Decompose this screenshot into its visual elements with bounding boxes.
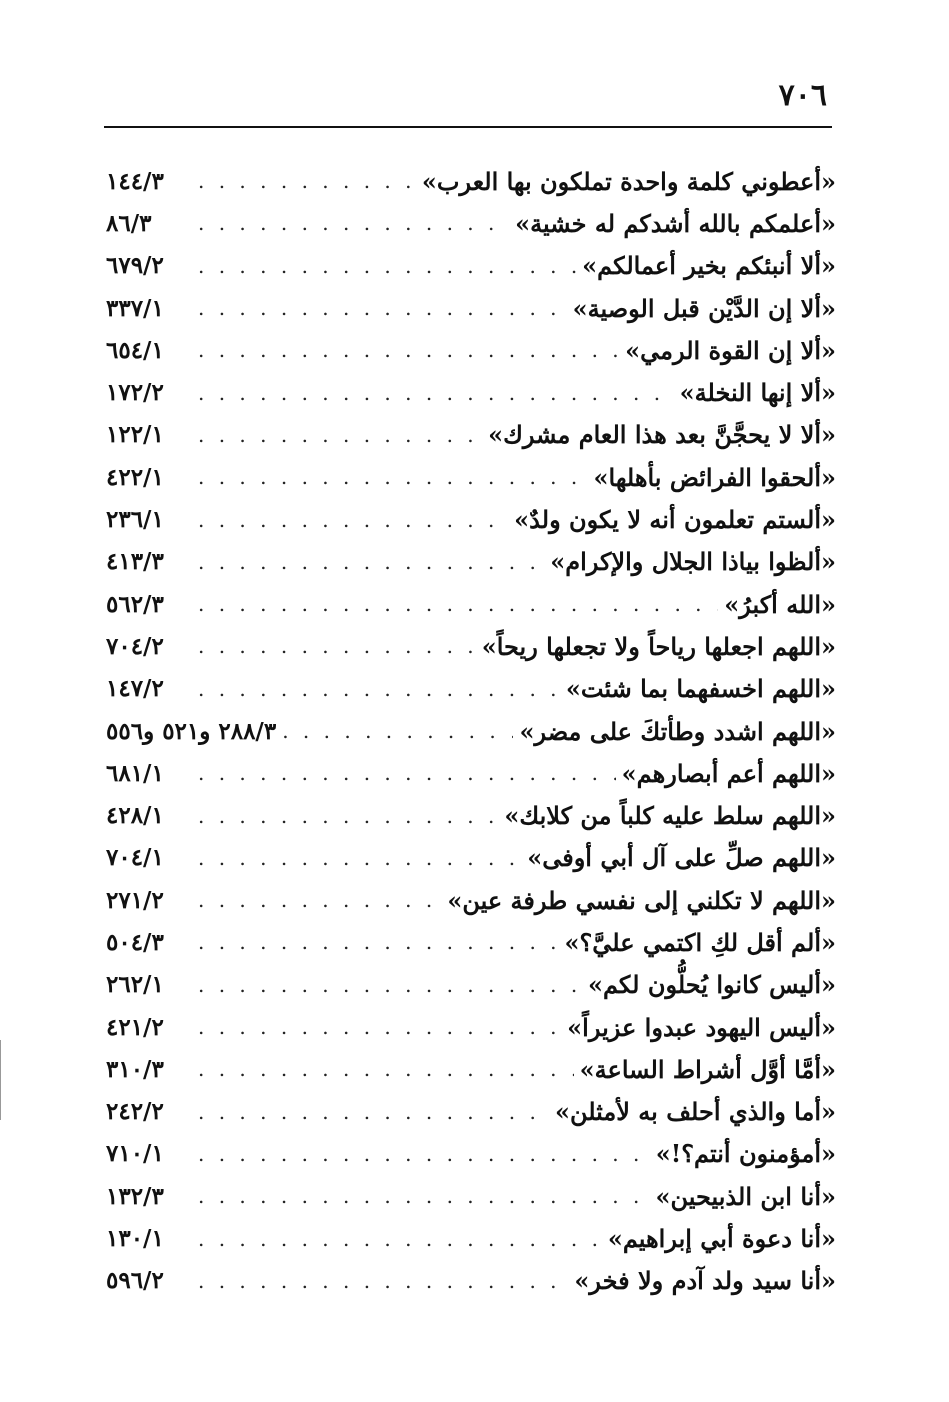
index-entry	[106, 879, 836, 921]
dot-leader	[192, 423, 482, 447]
index-entry	[106, 668, 836, 710]
entry-reference: ٦٨١/١	[106, 759, 164, 787]
index-entry	[106, 245, 836, 287]
dot-leader	[192, 296, 567, 320]
entry-text: «اللهم اخسفهما بما شئت»	[565, 674, 836, 704]
entry-reference: ٧٠٤/١	[106, 844, 164, 872]
entry-text: «أليس كانوا يُحلُّون لكم»	[587, 970, 836, 1000]
entry-text: «ألحقوا الفرائض بأهلها»	[593, 462, 836, 492]
entry-reference: ٤١٣/٣	[106, 548, 164, 576]
entry-reference: ٢٨٨/٣ و٥٢١ و٥٥٦	[106, 717, 277, 745]
entry-text: «أنا سيد ولد آدم ولا فخر»	[574, 1266, 836, 1296]
index-entry	[106, 964, 836, 1006]
index-entry	[106, 541, 836, 583]
entry-reference: ٢٣٦/١	[106, 506, 164, 534]
dot-leader	[192, 508, 508, 532]
dot-leader	[192, 550, 544, 574]
hadith-index-list	[106, 160, 836, 1302]
dot-leader	[192, 973, 582, 997]
entry-reference: ٥٠٤/٣	[106, 928, 164, 956]
dot-leader	[192, 592, 718, 616]
entry-text: «ألا لا يحجَّنَّ بعد هذا العام مشرك»	[488, 420, 836, 450]
index-entry	[106, 202, 836, 244]
dot-leader	[192, 1015, 561, 1039]
dot-leader	[192, 1184, 650, 1208]
dot-leader	[192, 381, 674, 405]
dot-leader	[192, 846, 521, 870]
index-entry	[106, 1133, 836, 1175]
dot-leader	[192, 930, 559, 954]
entry-reference: ٤٢٢/١	[106, 463, 164, 491]
page-number: ٧٠٦	[778, 78, 827, 113]
entry-reference: ٨٦/٣	[106, 209, 152, 237]
entry-text: «ألا إن القوة الرمي»	[625, 335, 836, 365]
entry-reference: ٧٠٤/٢	[106, 632, 164, 660]
entry-reference: ٥٩٦/٢	[106, 1267, 164, 1295]
entry-text: «أمؤمنون أنتم؟!»	[655, 1139, 836, 1169]
index-entry	[106, 456, 836, 498]
dot-leader	[192, 254, 576, 278]
entry-text: «أمَّا أوَّل أشراط الساعة»	[579, 1054, 836, 1084]
dot-leader	[192, 1142, 650, 1166]
index-entry	[106, 1217, 836, 1259]
entry-text: «اللهم سلط عليه كلباً من كلابك»	[504, 801, 836, 831]
entry-text: «أنا دعوة أبي إبراهيم»	[607, 1224, 836, 1254]
dot-leader	[192, 211, 509, 235]
index-entry	[106, 710, 836, 752]
index-entry	[106, 837, 836, 879]
entry-reference: ٦٧٩/٢	[106, 252, 164, 280]
entry-text: «أعلمكم بالله أشدكم له خشية»	[515, 208, 836, 238]
dot-leader	[192, 338, 619, 362]
entry-reference: ١٤٧/٢	[106, 675, 164, 703]
index-entry	[106, 794, 836, 836]
index-entry	[106, 1091, 836, 1133]
entry-text: «أليس اليهود عبدوا عزيراً»	[567, 1012, 836, 1042]
dot-leader	[192, 804, 498, 828]
entry-text: «اللهم اجعلها رياحاً ولا تجعلها ريحاً»	[481, 631, 836, 661]
index-entry	[106, 752, 836, 794]
entry-reference: ٣٣٧/١	[106, 294, 164, 322]
entry-reference: ٢٧١/٢	[106, 886, 164, 914]
entry-reference: ٥٦٢/٣	[106, 590, 164, 618]
entry-reference: ٢٦٢/١	[106, 971, 164, 999]
dot-leader	[192, 465, 588, 489]
entry-reference: ٤٢٨/١	[106, 802, 164, 830]
entry-reference: ٣١٠/٣	[106, 1055, 164, 1083]
entry-text: «أنا ابن الذبيحين»	[655, 1181, 836, 1211]
index-entry	[106, 498, 836, 540]
dot-leader	[192, 1100, 549, 1124]
entry-reference: ١٣٠/١	[106, 1225, 164, 1253]
entry-reference: ١٤٤/٣	[106, 167, 164, 195]
entry-reference: ٤٢١/٢	[106, 1013, 164, 1041]
entry-text: «ألا إنها النخلة»	[679, 378, 836, 408]
index-entry	[106, 329, 836, 371]
index-entry	[106, 1006, 836, 1048]
entry-text: «اللهم اشدد وطأتكَ على مضر»	[519, 716, 836, 746]
index-entry	[106, 921, 836, 963]
entry-text: «ألظوا بياذا الجلال والإكرام»	[550, 547, 836, 577]
index-entry	[106, 414, 836, 456]
entry-text: «ألستم تعلمون أنه لا يكون ولدٌ»	[514, 505, 836, 535]
index-entry	[106, 287, 836, 329]
dot-leader	[192, 1057, 574, 1081]
dot-leader	[276, 719, 513, 743]
index-entry	[106, 1175, 836, 1217]
dot-leader	[192, 1269, 568, 1293]
index-entry	[106, 1260, 836, 1302]
entry-reference: ٧١٠/١	[106, 1140, 164, 1168]
index-entry	[106, 160, 836, 202]
entry-text: «الله أكبرُ»	[724, 589, 836, 619]
entry-text: «ألم أقل لكِ اكتمي عليَّ؟»	[564, 927, 836, 957]
dot-leader	[192, 634, 476, 658]
index-entry	[106, 1048, 836, 1090]
dot-leader	[192, 761, 616, 785]
entry-reference: ١٧٢/٢	[106, 379, 164, 407]
index-entry	[106, 371, 836, 413]
index-entry	[106, 625, 836, 667]
entry-text: «أما والذي أحلف به لأمثلن»	[554, 1097, 836, 1127]
scan-margin-mark	[0, 1040, 7, 1120]
dot-leader	[192, 1227, 602, 1251]
entry-reference: ١٣٢/٣	[106, 1182, 164, 1210]
entry-text: «ألا أنبئكم بخير أعمالكم»	[582, 251, 836, 281]
dot-leader	[192, 169, 416, 193]
entry-text: «اللهم صلِّ على آل أبي أوفى»	[527, 843, 836, 873]
dot-leader	[192, 888, 441, 912]
entry-text: «اللهم لا تكلني إلى نفسي طرفة عين»	[447, 885, 836, 915]
entry-text: «أعطوني كلمة واحدة تملكون بها العرب»	[421, 166, 836, 196]
entry-reference: ٢٤٢/٢	[106, 1098, 164, 1126]
dot-leader	[192, 677, 560, 701]
entry-reference: ٦٥٤/١	[106, 336, 164, 364]
entry-text: «ألا إن الدَّيْن قبل الوصية»	[572, 293, 836, 323]
index-entry	[106, 583, 836, 625]
entry-text: «اللهم أعم أبصارهم»	[621, 758, 836, 788]
header-rule	[104, 126, 832, 128]
entry-reference: ١٢٢/١	[106, 421, 164, 449]
